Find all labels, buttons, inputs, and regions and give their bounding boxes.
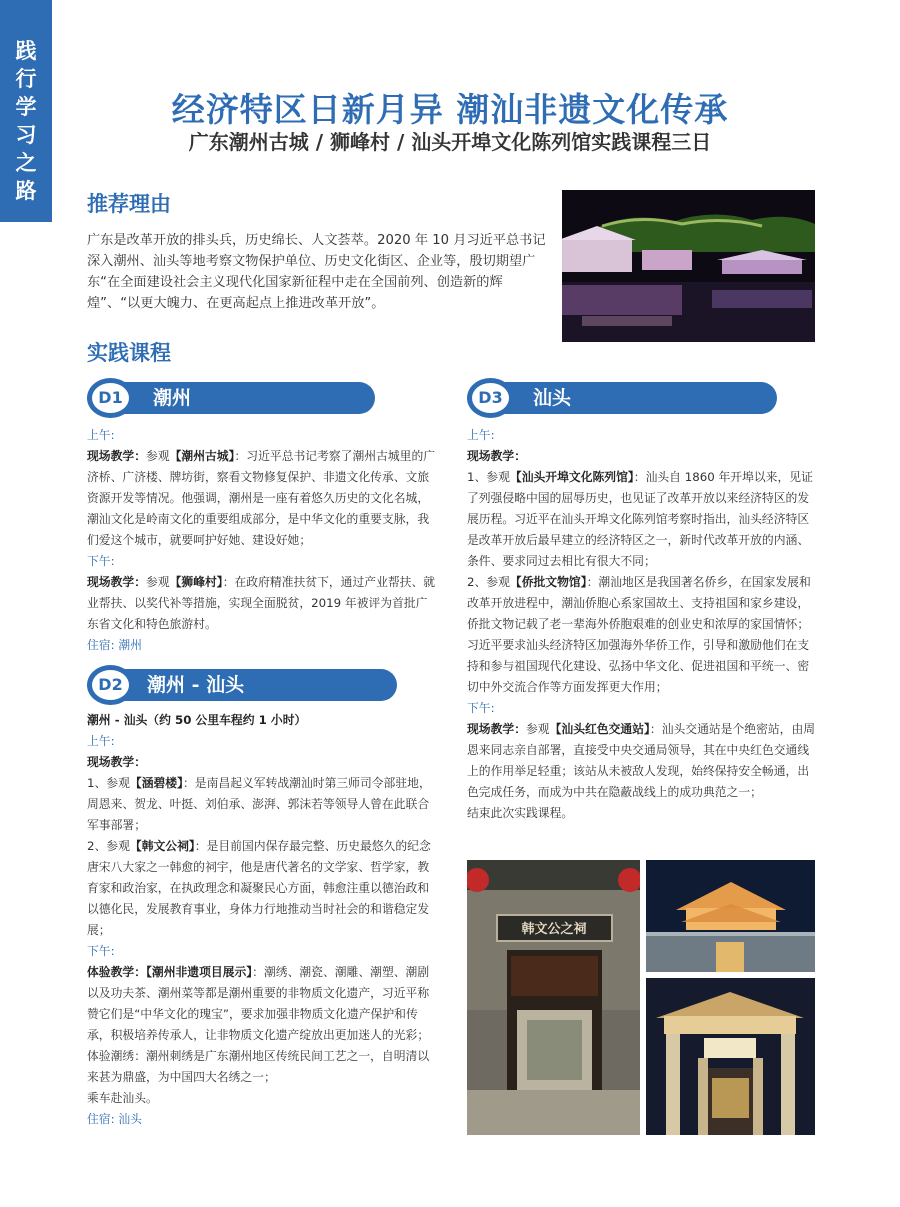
day3-end: 结束此次实践课程。: [467, 806, 574, 820]
reason-heading: 推荐理由: [87, 191, 171, 216]
day2-item1-num: 1、参观: [87, 776, 130, 790]
day1-am-prefix: 现场教学：: [87, 449, 146, 463]
day3-pm-label: 下午:: [467, 701, 495, 715]
day3-am-prefix: 现场教学：: [467, 449, 526, 463]
side-tab-char: 习: [15, 122, 37, 147]
day3-item1: [467, 467, 816, 572]
day3-item1-site: 【汕头开埠文化陈列馆】: [509, 470, 634, 484]
page-title: 经济特区日新月异 潮汕非遗文化传承: [171, 90, 729, 129]
day3-item1-text: ：汕头自 1860 年开埠以来，见证了列强侵略中国的屈辱历史，也见证了改革开放以来经济特区的发展历程。习近平在汕头开埠文化陈列馆考察时指出，汕头经济特区是改革开放后最早建立的经济特区之一，新时代改革开放的内涵、条件、要求同过去相比有很大不同；: [467, 470, 813, 568]
day1-am-visit: 参观: [146, 449, 170, 463]
day3-item2: [467, 572, 816, 698]
day2-route: [87, 710, 436, 731]
day2-stay-label: 住宿:: [87, 1112, 115, 1126]
day3-pm-paragraph: [467, 719, 816, 803]
day1-pm-label: 下午:: [87, 554, 115, 568]
day2-item2-text: ：是目前国内保存最完整、历史最悠久的纪念唐宋八大家之一韩愈的祠宇，他是唐代著名的文学家、哲学家，教育家和政治家，在执政理念和凝聚民心方面，韩愈注重以德治政和以德化民，发展教育事业，身体力行地推动当时社会的和谐稳定发展；: [87, 839, 431, 937]
day3-header: [467, 378, 777, 418]
day3-am-label: 上午:: [467, 428, 495, 442]
day2-exp-text: 体验潮绣：潮州刺绣是广东潮州地区传统民间工艺之一，自明清以来甚为鼎盛，为中国四大名绣之一；: [87, 1049, 430, 1084]
day1-pm-prefix: 现场教学：: [87, 575, 146, 589]
day1-content: [87, 425, 436, 656]
day2-content: [87, 710, 436, 1130]
day2-pm-site: 【潮州非遗项目展示】: [146, 965, 253, 979]
day3-am-prefix-line: [467, 446, 816, 467]
day2-header: [87, 665, 397, 705]
day1-pm-visit: 参观: [146, 575, 170, 589]
day3-item2-text: ：潮汕地区是我国著名侨乡，在国家发展和改革开放进程中，潮汕侨胞心系家国故土、支持祖国和家乡建设，侨批文物记载了老一辈海外侨胞艰难的创业史和浓厚的家国情怀；习近平要求汕头经济特区加强海外华侨工作，引导和激励他们在支持和参与祖国现代化建设、弘扬中华文化、促进祖国和平统一、密切中外交流合作等方面发挥更大作用；: [467, 575, 811, 694]
day3-content: [467, 425, 816, 824]
day1-stay-value: 潮州: [118, 638, 142, 652]
day1-header: [87, 378, 375, 418]
day1-badge: D1: [87, 378, 134, 418]
side-tab-char: 行: [15, 66, 37, 91]
side-tab-char: 践: [15, 38, 37, 63]
day1-place: 潮州: [153, 387, 192, 409]
day2-item1: [87, 773, 436, 836]
day3-pm-visit: 参观: [526, 722, 550, 736]
day1-pm-text: ：在政府精准扶贫下，通过产业帮扶、就业帮扶、以奖代补等措施，实现全面脱贫，2019 年被评为首批广东省文化和特色旅游村。: [87, 575, 436, 631]
day2-stay: [87, 1109, 436, 1130]
archway-street-night-photo: [646, 978, 815, 1135]
day2-am-prefix: 现场教学：: [87, 755, 146, 769]
day2-badge: D2: [87, 665, 134, 705]
side-tab-char: 学: [15, 94, 37, 119]
day2-pm-paragraph: [87, 962, 436, 1046]
day2-item2-site: 【韩文公祠】: [129, 839, 195, 853]
day2-item2: [87, 836, 436, 941]
temple-sign: 韩文公之祠: [521, 922, 587, 937]
day1-pm-site: 【狮峰村】: [169, 575, 223, 589]
reason-text: 广东是改革开放的排头兵，历史绵长、人文荟萃。2020 年 10 月习近平总书记深入潮州、汕头等地考察文物保护单位、历史文化街区、企业等，殷切期望广东“在全面建设社会主义现代化国家新征程中走在全国前列、创造新的辉煌”、“以更大魄力、在更高起点上推进改革开放”。: [87, 233, 546, 311]
day3-pm-text: ：汕头交通站是个绝密站，由周恩来同志亲自部署，直接受中央交通局领导，其在中央红色交通线上的作用举足轻重；该站从未被敌人发现，始终保持安全畅通，出色完成任务，而成为中共在隐蔽战线上的成功典范之一；: [467, 722, 816, 799]
side-tab-char: 之: [15, 150, 37, 175]
course-heading: 实践课程: [87, 340, 171, 365]
day2-transfer: 乘车赴汕头。: [87, 1091, 158, 1105]
day1-am-paragraph: [87, 446, 436, 551]
day2-stay-value: 汕头: [118, 1112, 142, 1126]
day3-pm-prefix: 现场教学：: [467, 722, 526, 736]
day2-item1-text: ：是南昌起义军转战潮汕时第三师司令部驻地，周恩来、贺龙、叶挺、刘伯承、澎湃、郭沫若等领导人曾在此联合军事部署；: [87, 776, 431, 832]
page-subtitle: 广东潮州古城 / 狮峰村 / 汕头开埠文化陈列馆实践课程三日: [188, 130, 712, 154]
day1-stay-label: 住宿:: [87, 638, 115, 652]
day2-pm-text: ：潮绣、潮瓷、潮雕、潮塑、潮剧以及功夫茶、潮州菜等都是潮州重要的非物质文化遗产，习近平称赞它们是“中华文化的瑰宝”，要求加强非物质文化遗产保护和传承，积极培养传承人，让非物质文化遗产绽放出更加迷人的光彩；: [87, 965, 430, 1042]
day2-am-prefix-line: [87, 752, 436, 773]
day1-stay: [87, 635, 436, 656]
day3-place: 汕头: [533, 387, 572, 409]
day2-place: 潮州 - 汕头: [147, 674, 245, 696]
day3-item2-site: 【侨批文物馆】: [509, 575, 587, 589]
day-bar: [109, 382, 375, 414]
day1-pm-paragraph: [87, 572, 436, 635]
day3-item2-num: 2、参观: [467, 575, 510, 589]
day3-badge: D3: [467, 378, 514, 418]
day2-item1-site: 【涵碧楼】: [129, 776, 183, 790]
day2-item2-num: 2、参观: [87, 839, 130, 853]
day1-am-label: 上午:: [87, 428, 115, 442]
han-wen-gong-temple-photo: [467, 860, 640, 1135]
day1-am-text: ：习近平总书记考察了潮州古城里的广济桥、广济楼、牌坊街，察看文物修复保护、非遗文化传承、文旅资源开发等情况。他强调，潮州是一座有着悠久历史的文化名城，潮汕文化是岭南文化的重要组成部分，是中华文化的重要支脉，我们爱这个城市，就要呵护好她、建设好她；: [87, 449, 436, 547]
day3-pm-site: 【汕头红色交通站】: [549, 722, 650, 736]
night-river-pavilion-photo: [562, 190, 815, 342]
day1-am-site: 【潮州古城】: [169, 449, 235, 463]
day2-pm-prefix: 体验教学：: [87, 965, 146, 979]
side-tab-char: 路: [15, 178, 37, 203]
city-gate-tower-photo: [646, 860, 815, 972]
day2-route-text: 潮州 - 汕头（约 50 公里车程约 1 小时）: [87, 713, 307, 727]
day2-pm-label: 下午:: [87, 944, 115, 958]
day3-item1-num: 1、参观: [467, 470, 510, 484]
day2-am-label: 上午:: [87, 734, 115, 748]
